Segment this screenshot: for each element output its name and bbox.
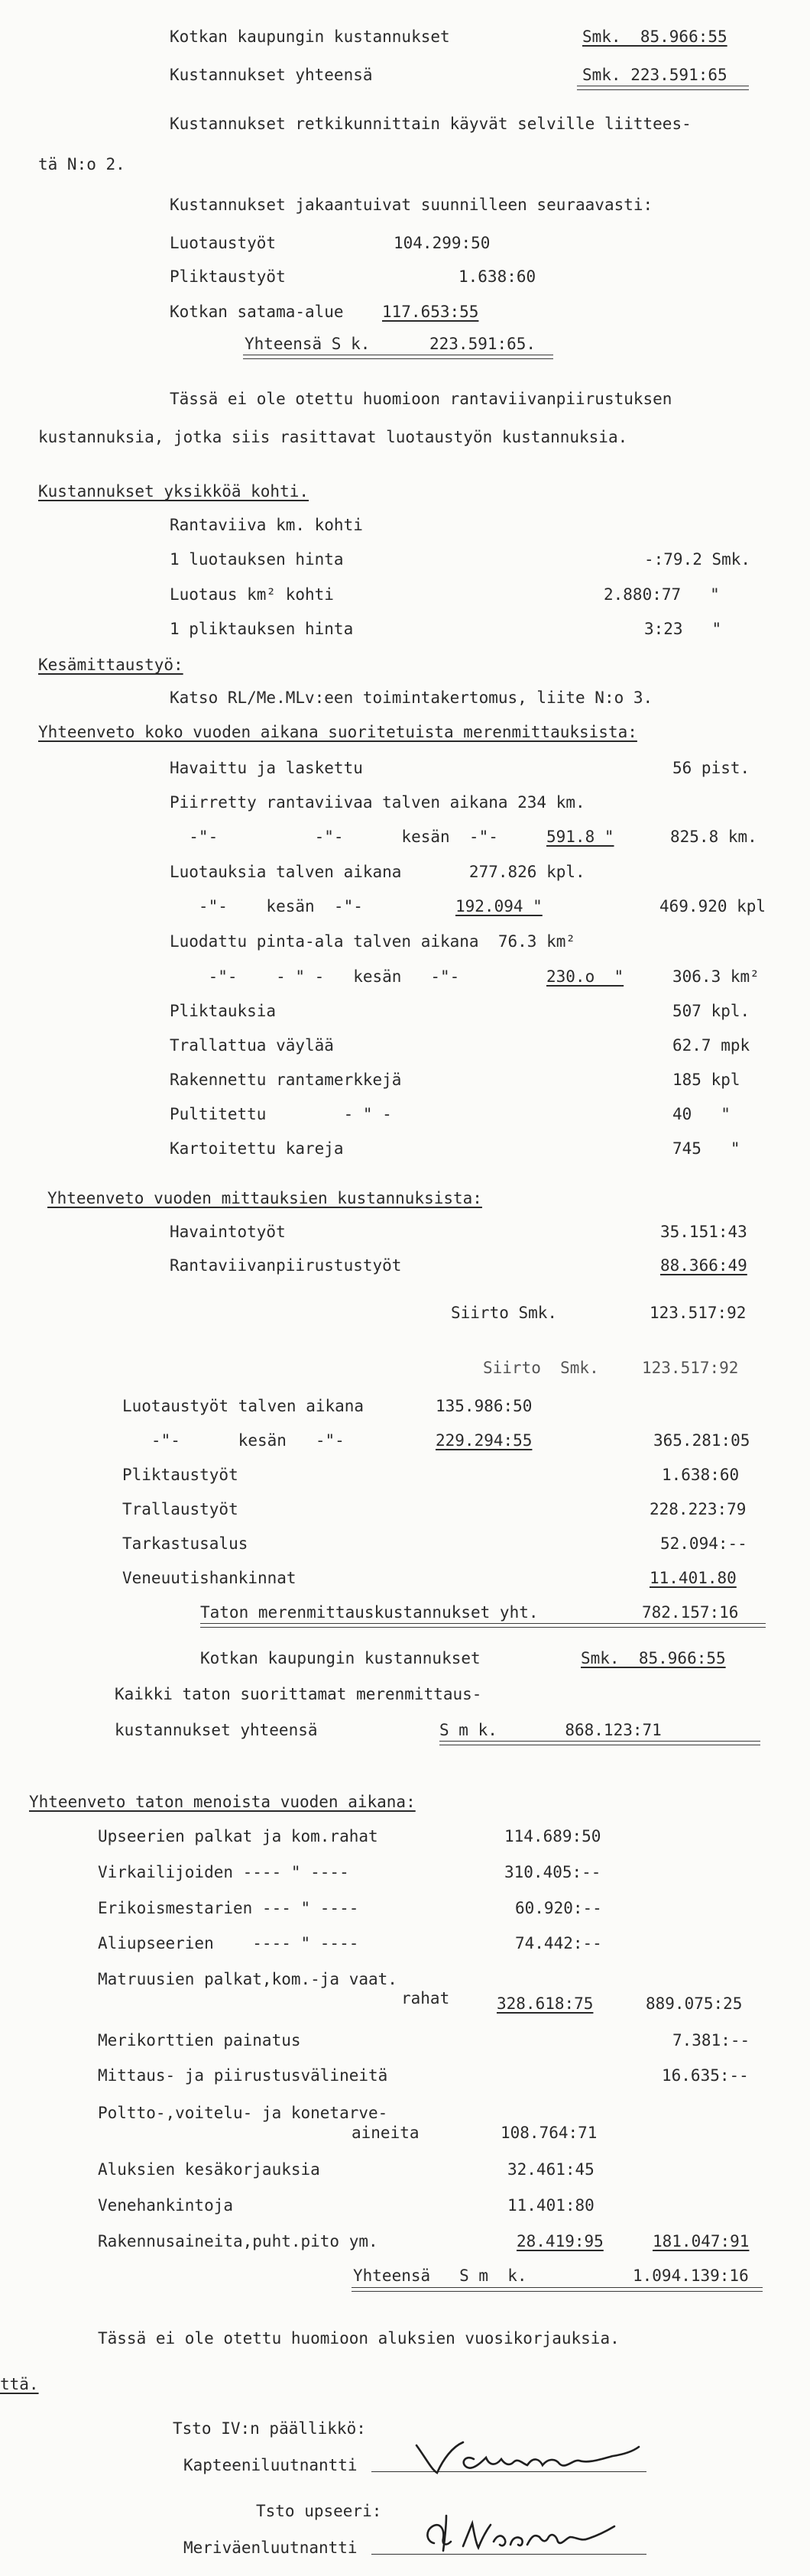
expense-label: Aluksien kesäkorjauksia (98, 2160, 320, 2179)
expenses-note: Tässä ei ole otettu huomioon aluksien vuosikorjauksia. (98, 2329, 620, 2348)
kotka-label: Kotkan kaupungin kustannukset (200, 1649, 481, 1667)
survey-row-value: 507 kpl. (672, 1002, 750, 1020)
section-heading: Yhteenveto taton menoista vuoden aikana: (29, 1793, 416, 1811)
expense-value: 7.381:-- (672, 2031, 750, 2049)
survey-row-value: 745 " (672, 1139, 740, 1158)
unit-label: 1 luotauksen hinta (170, 550, 344, 569)
cost-value: 35.151:43 (660, 1223, 747, 1241)
officer-rank: Meriväenluutnantti (183, 2539, 358, 2557)
fuel-line: Poltto-,voitelu- ja konetarve- (98, 2104, 388, 2122)
split-total-value: 223.591:65. (429, 335, 536, 353)
expense-mid: 28.419:95 (517, 2232, 604, 2250)
total-costs-label: Kustannukset yhteensä (170, 66, 373, 84)
unit-value: 3:23 " (644, 620, 722, 638)
expense-label: Venehankintoja (98, 2196, 234, 2215)
fuel-line: aineita (352, 2124, 420, 2142)
expense-value: 181.047:91 (653, 2232, 750, 2250)
office-total-label: Taton merenmittauskustannukset yht. (200, 1603, 539, 1622)
cost-label: Rantaviivanpiirustustyöt (170, 1256, 402, 1275)
chief-title: Tsto IV:n päällikkö: (173, 2419, 366, 2438)
survey-row-text: Pultitettu - " - (170, 1105, 392, 1123)
expense-label: Merikorttien painatus (98, 2031, 301, 2049)
unit-label: 1 pliktauksen hinta (170, 620, 354, 638)
officer-title: Tsto upseeri: (256, 2502, 382, 2520)
survey-row-subvalue: 230.o " (546, 967, 624, 986)
cost-value: 52.094:-- (660, 1534, 747, 1553)
note-line: Tässä ei ole otettu huomioon rantaviivanpiirustuksen (170, 390, 672, 408)
expense-label: Virkailijoiden ---- " ---- (98, 1863, 349, 1881)
officer-signature (420, 2508, 619, 2561)
split-value: 117.653:55 (382, 303, 479, 321)
chief-rank: Kapteeniluutnantti (183, 2456, 358, 2474)
survey-row-subvalue: 192.094 " (455, 897, 543, 915)
carry-out-label: Siirto Smk. (451, 1304, 558, 1322)
expenses-total-value: 1.094.139:16 (633, 2267, 749, 2285)
survey-row-value: 62.7 mpk (672, 1036, 750, 1055)
section-heading: Kustannukset yksikköä kohti. (38, 482, 309, 501)
unit-value: 2.880:77 " (604, 585, 720, 604)
carry-in-label: Siirto Smk. (483, 1359, 599, 1377)
survey-row-text: -"- - " - kesän -"- (170, 967, 469, 986)
survey-row-text: Havaittu ja laskettu (170, 759, 363, 777)
survey-row-value: 469.920 kpl (659, 897, 766, 915)
section-heading: Yhteenveto koko vuoden aikana suoritetuista merenmittauksista: (38, 723, 637, 741)
double-underline (200, 1623, 766, 1628)
cost-label: Pliktaustyöt (122, 1466, 238, 1484)
cost-mid: 135.986:50 (436, 1397, 533, 1415)
survey-row-value: 185 kpl (672, 1071, 740, 1089)
expense-label: Aliupseerien ---- " ---- (98, 1934, 359, 1952)
cost-label: -"- kesän -"- (122, 1431, 345, 1450)
cost-mid: 229.294:55 (436, 1431, 533, 1450)
cost-value: 365.281:05 (653, 1431, 750, 1450)
survey-row-subvalue: 591.8 " (546, 828, 614, 846)
survey-row-value: 56 pist. (672, 759, 750, 777)
survey-row-text: Rakennettu rantamerkkejä (170, 1071, 402, 1089)
all-costs-value: S m k. 868.123:71 (439, 1721, 662, 1739)
carry-in-value: 123.517:92 (642, 1359, 739, 1377)
section-heading: Yhteenveto vuoden mittauksien kustannuksista: (47, 1189, 482, 1207)
survey-row-value: 825.8 km. (670, 828, 757, 846)
split-value: 104.299:50 (394, 234, 491, 252)
split-label: Luotaustyöt (170, 234, 277, 252)
double-underline (243, 355, 553, 359)
all-costs-line: Kaikki taton suorittamat merenmittaus- (115, 1685, 482, 1703)
expense-label: Upseerien palkat ja kom.rahat (98, 1827, 378, 1845)
split-intro: Kustannukset jakaantuivat suunnilleen seuraavasti: (170, 196, 653, 214)
expense-mid: 310.405:-- (504, 1863, 601, 1881)
double-underline (439, 1741, 760, 1745)
cost-value: 1.638:60 (662, 1466, 740, 1484)
expense-label: Erikoismestarien --- " ---- (98, 1899, 359, 1917)
cost-label: Havaintotyöt (170, 1223, 286, 1241)
note-line: kustannuksia, jotka siis rasittavat luotaustyön kustannuksia. (38, 428, 628, 446)
footer-stub: ttä. (0, 2375, 39, 2393)
split-label: Pliktaustyöt (170, 267, 286, 286)
cost-value: 88.366:49 (660, 1256, 747, 1275)
split-total-label: Yhteensä S k. (245, 335, 371, 353)
survey-row-text: Piirretty rantaviivaa talven aikana 234 km. (170, 793, 585, 812)
survey-row-text: Luotauksia talven aikana 277.826 kpl. (170, 863, 585, 881)
expense-label: Mittaus- ja piirustusvälineitä (98, 2066, 388, 2085)
total-costs-value: Smk. 223.591:65 (582, 66, 727, 84)
survey-row-text: Trallattua väylää (170, 1036, 334, 1055)
cost-label: Trallaustyöt (122, 1500, 238, 1518)
unit-value: -:79.2 Smk. (644, 550, 751, 569)
kotka-costs-value: Smk. 85.966:55 (582, 28, 727, 46)
expense-mid: 74.442:-- (515, 1934, 602, 1952)
survey-row-value: 40 " (672, 1105, 731, 1123)
survey-row-text: Luodattu pinta-ala talven aikana 76.3 km² (170, 932, 576, 951)
expense-value: 16.635:-- (662, 2066, 749, 2085)
split-label: Kotkan satama-alue (170, 303, 344, 321)
all-costs-line: kustannukset yhteensä (115, 1721, 318, 1739)
cost-label: Veneuutishankinnat (122, 1569, 296, 1587)
sailor-wages-value: 889.075:25 (646, 1994, 743, 2013)
summer-text: Katso RL/Me.MLv:een toimintakertomus, liite N:o 3. (170, 689, 653, 707)
survey-row-text: -"- kesän -"- (170, 897, 450, 915)
office-total-value: 782.157:16 (642, 1603, 739, 1622)
expense-mid: 60.920:-- (515, 1899, 602, 1917)
expense-mid: 114.689:50 (504, 1827, 601, 1845)
survey-row-text: Kartoitettu kareja (170, 1139, 344, 1158)
cost-value: 11.401.80 (650, 1569, 737, 1587)
fuel-mid: 108.764:71 (501, 2124, 598, 2142)
expense-mid: 11.401:80 (507, 2196, 595, 2215)
survey-row-text: -"- -"- kesän -"- (170, 828, 508, 846)
expense-mid: 32.461:45 (507, 2160, 595, 2179)
paragraph-line: tä N:o 2. (38, 155, 125, 173)
double-underline (352, 2287, 763, 2292)
carry-out-value: 123.517:92 (650, 1304, 747, 1322)
kotka-value: Smk. 85.966:55 (581, 1649, 726, 1667)
cost-label: Luotaustyöt talven aikana (122, 1397, 364, 1415)
expense-label: Rakennusaineita,puht.pito ym. (98, 2232, 378, 2250)
unit-label: Rantaviiva km. kohti (170, 516, 363, 534)
double-underline (577, 86, 749, 90)
cost-label: Tarkastusalus (122, 1534, 248, 1553)
expenses-total-label: Yhteensä S m k. (353, 2267, 527, 2285)
kotka-costs-label: Kotkan kaupungin kustannukset (170, 28, 450, 46)
survey-row-text: Pliktauksia (170, 1002, 277, 1020)
paragraph-line: Kustannukset retkikunnittain käyvät selville liittees- (170, 115, 692, 133)
cost-value: 228.223:79 (650, 1500, 747, 1518)
sailor-wages-line: rahat (401, 1989, 450, 2007)
split-value: 1.638:60 (458, 267, 536, 286)
sailor-wages-line: Matruusien palkat,kom.-ja vaat. (98, 1970, 397, 1988)
section-heading: Kesämittaustyö: (38, 656, 183, 674)
survey-row-value: 306.3 km² (672, 967, 760, 986)
chief-signature (413, 2436, 642, 2482)
unit-label: Luotaus km² kohti (170, 585, 334, 604)
sailor-wages-mid: 328.618:75 (497, 1994, 594, 2013)
